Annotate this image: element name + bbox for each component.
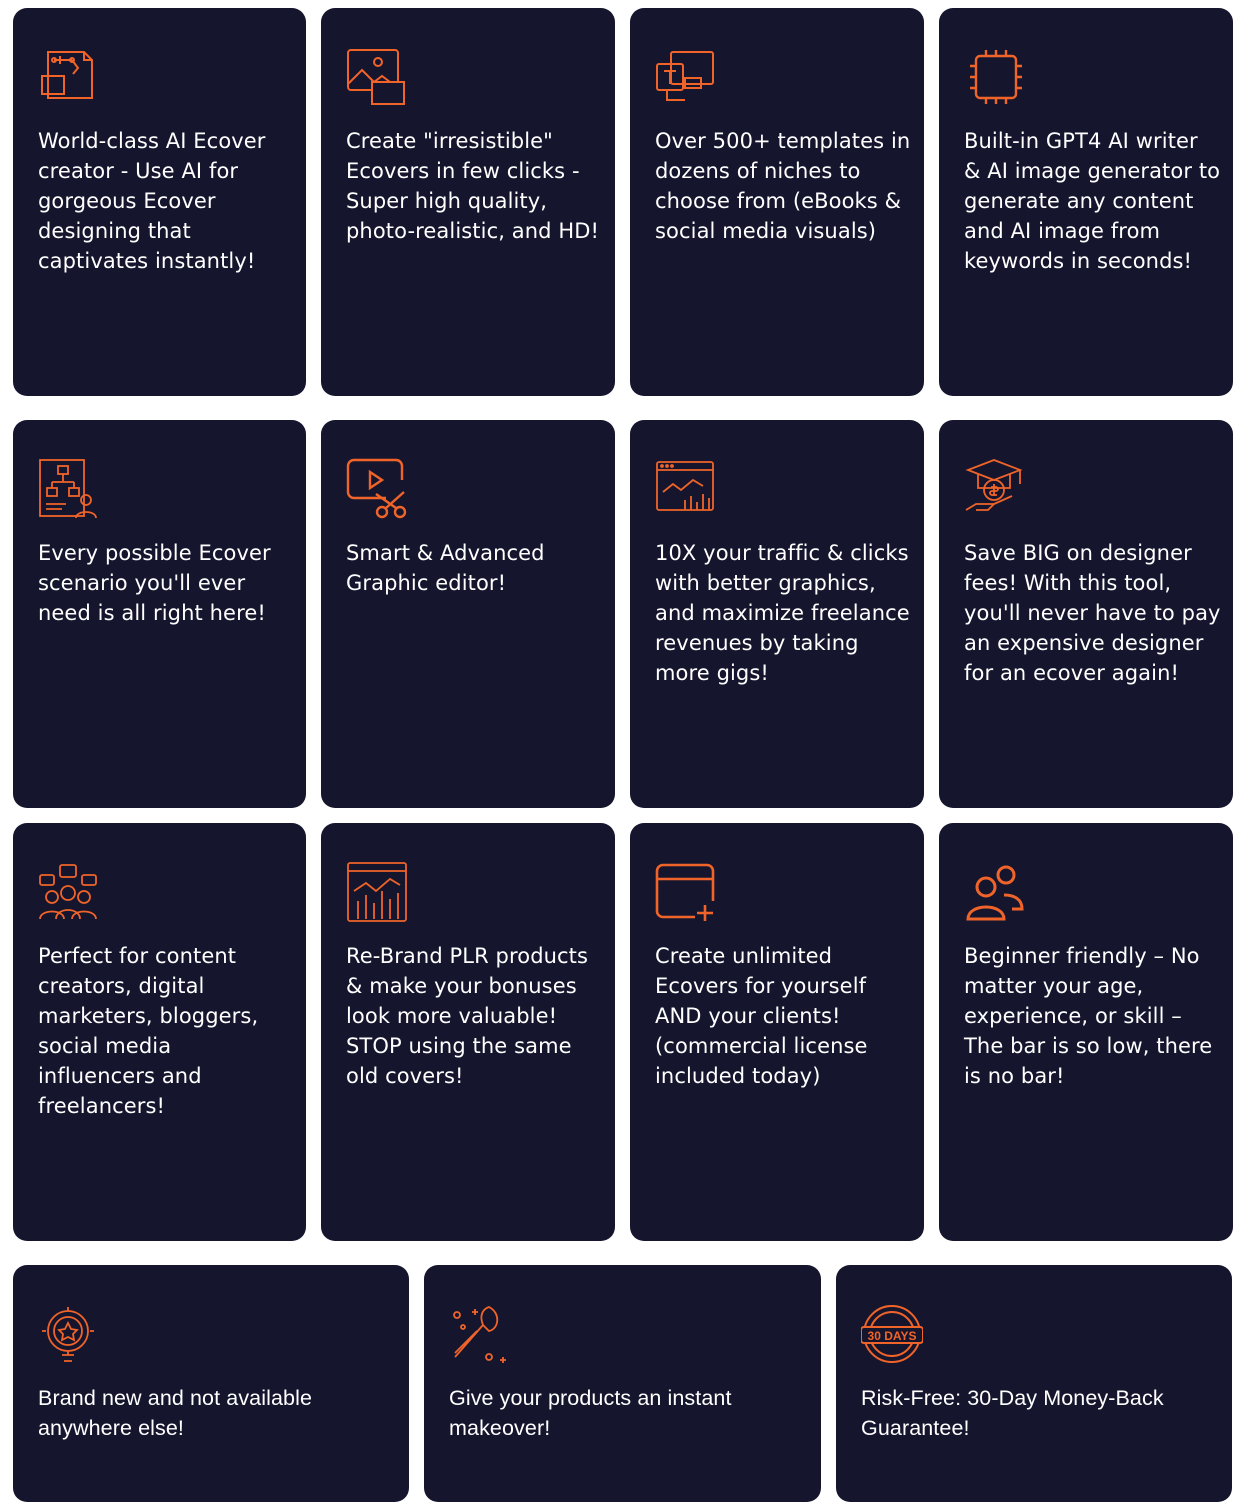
feature-text: Brand new and not available anywhere else! (38, 1386, 313, 1440)
feature-text: Create "irresistible" Ecovers in few clicks - Super high quality, photo-realistic, and HD! (346, 129, 600, 243)
feature-text: Give your products an instant makeover! (449, 1386, 732, 1440)
feature-text: Built-in GPT4 AI writer & AI image generator to generate any content and AI image from keywords in seconds! (964, 129, 1221, 273)
feature-text: World-class AI Ecover creator - Use AI for gorgeous Ecover designing that captivates instantly! (38, 129, 266, 273)
feature-card-unlimited (630, 823, 924, 1241)
ai-design-icon (38, 46, 100, 108)
feature-card-graphic-editor (321, 420, 615, 808)
hd-image-icon (346, 46, 408, 108)
feature-card-ai-writer (939, 8, 1233, 396)
30-days-badge-icon (861, 1303, 923, 1365)
audience-icon (38, 861, 100, 923)
feature-card-save-fees (939, 420, 1233, 808)
magic-brush-icon (449, 1303, 511, 1365)
feature-card-hd-ecovers (321, 8, 615, 396)
feature-text: 10X your traffic & clicks with better graphics, and maximize freelance revenues by taking more gigs! (655, 541, 910, 685)
feature-text: Perfect for content creators, digital marketers, bloggers, social media influencers and freelancers! (38, 944, 259, 1118)
templates-icon (655, 46, 717, 108)
feature-text: Create unlimited Ecovers for yourself AND your clients! (commercial license included today) (655, 944, 868, 1088)
new-window-icon (655, 861, 717, 923)
flowchart-user-icon (38, 458, 100, 520)
feature-text: Every possible Ecover scenario you'll ever need is all right here! (38, 541, 271, 625)
feature-card-brand-new (13, 1265, 409, 1502)
video-edit-icon (346, 458, 408, 520)
users-icon (964, 861, 1026, 923)
feature-card-makeover (424, 1265, 821, 1502)
badge-text: 30 DAYS (867, 1329, 917, 1343)
feature-card-templates (630, 8, 924, 396)
growth-chart-icon (346, 861, 408, 923)
feature-card-beginner (939, 823, 1233, 1241)
feature-text: Beginner friendly – No matter your age, experience, or skill – The bar is so low, there is no bar! (964, 944, 1213, 1088)
feature-card-scenarios (13, 420, 306, 808)
feature-card-ai-creator (13, 8, 306, 396)
star-gear-icon (38, 1303, 100, 1365)
ai-chip-icon (964, 46, 1026, 108)
feature-card-audience (13, 823, 306, 1241)
feature-card-rebrand (321, 823, 615, 1241)
feature-card-traffic (630, 420, 924, 808)
feature-text: Risk-Free: 30-Day Money-Back Guarantee! (861, 1386, 1164, 1440)
feature-text: Over 500+ templates in dozens of niches to choose from (eBooks & social media visuals) (655, 129, 911, 243)
feature-text: Save BIG on designer fees! With this tool, you'll never have to pay an expensive designer for an ecover again! (964, 541, 1221, 685)
feature-card-guarantee (836, 1265, 1232, 1502)
money-saving-icon (964, 458, 1026, 520)
feature-text: Smart & Advanced Graphic editor! (346, 541, 545, 595)
feature-text: Re-Brand PLR products & make your bonuses look more valuable! STOP using the same old covers! (346, 944, 589, 1088)
analytics-dashboard-icon (655, 458, 717, 520)
